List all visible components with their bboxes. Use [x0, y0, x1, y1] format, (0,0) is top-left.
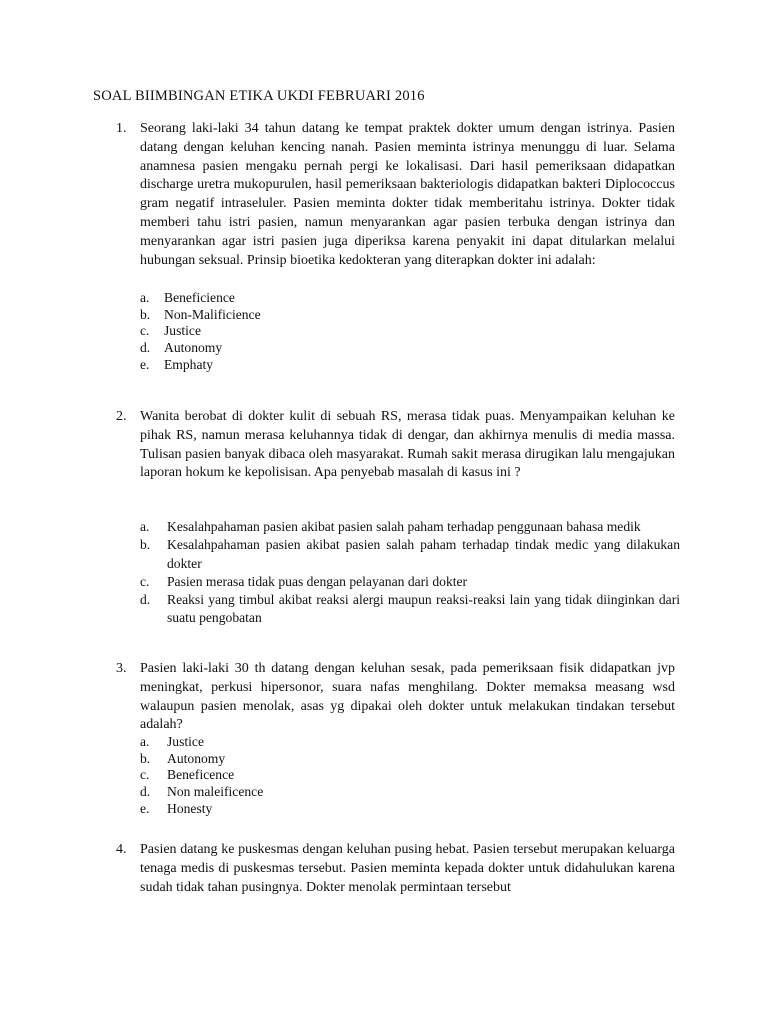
- question-text: Wanita berobat di dokter kulit di sebuah RS, merasa tidak puas. Menyampaikan keluhan ke pihak RS, namun merasa keluhannya tidak di dengar, dan akhirnya menulis di media massa. Tulisan pasien banyak dibaca oleh masyarakat. Rumah sakit merasa dirugikan lalu mengajukan laporan hokum ke kepolisisan. Apa penyebab masalah di kasus ini ?: [140, 409, 675, 481]
- option-text: Beneficience: [164, 290, 235, 305]
- option-text: Honesty: [167, 800, 213, 816]
- answer-options: [140, 518, 680, 628]
- option-letter: c.: [140, 573, 150, 589]
- option-letter: c.: [140, 767, 150, 783]
- question-number: 3.: [116, 661, 127, 676]
- question-text: Pasien datang ke puskesmas dengan keluhan pusing hebat. Pasien tersebut merupakan keluarga tenaga medis di puskesmas tersebut. Pasien meminta kepada dokter untuk didahulukan karena sudah tidak tahan pusingnya. Dokter menolak permintaan tersebut: [140, 842, 675, 895]
- option-text: Kesalahpahaman pasien akibat pasien salah paham terhadap penggunaan bahasa medik: [167, 519, 641, 534]
- option-letter: d.: [140, 340, 151, 356]
- question-text: Pasien laki-laki 30 th datang dengan keluhan sesak, pada pemeriksaan fisik didapatkan jvp meningkat, perkusi hipersonor, suara nafas menghilang. Dokter memaksa measang wsd walaupun pasien menolak, asas yg dipakai oleh dokter untuk melakukan tindakan tersebut adalah?: [140, 661, 675, 733]
- answer-option-d: [140, 591, 680, 628]
- answer-option-b: [140, 536, 680, 573]
- question-number: 4.: [116, 842, 127, 857]
- option-letter: b.: [140, 306, 151, 322]
- answer-option-b: [140, 751, 680, 768]
- question-text: Seorang laki-laki 34 tahun datang ke tempat praktek dokter umum dengan istrinya. Pasien datang dengan keluhan kencing nanah. Pasien meminta istrinya menunggu di luar. Selama anamnesa pasien mengaku pernah pergi ke lokalisasi. Dari hasil pemeriksaan didapatkan discharge uretra mukopurulen, hasil pemeriksaan bakteriologis didapatkan bakteri Diplococcus gram negatif intraseluler. Pasien meminta dokter tidak memberitahu istrinya. Dokter tidak memberi tahu istri pasien, namun menyarankan agar pasien terbuka dengan istrinya dan menyarankan agar istri pasien juga diperiksa karena penyakit ini dapat ditularkan melalui hubungan seksual. Prinsip bioetika kedokteran yang diterapkan dokter ini adalah:: [140, 121, 675, 268]
- option-text: Justice: [167, 734, 204, 749]
- option-text: Non maleificence: [167, 784, 264, 800]
- option-letter: e.: [140, 356, 150, 372]
- answer-options: [140, 290, 680, 374]
- option-text: Autonomy: [164, 340, 223, 356]
- option-letter: b.: [140, 537, 151, 553]
- answer-option-d: [140, 340, 680, 357]
- option-letter: b.: [140, 750, 151, 766]
- option-letter: e.: [140, 800, 150, 816]
- option-letter: a.: [140, 519, 150, 534]
- answer-option-c: [140, 323, 680, 340]
- option-text: Autonomy: [167, 750, 226, 766]
- answer-option-c: [140, 573, 680, 591]
- option-text: Reaksi yang timbul akibat reaksi alergi maupun reaksi-reaksi lain yang tidak diinginkan dari suatu pengobatan: [167, 592, 680, 626]
- answer-option-e: [140, 357, 680, 374]
- option-text: Non-Malificience: [164, 306, 261, 322]
- answer-options: [140, 734, 680, 818]
- option-letter: c.: [140, 323, 150, 339]
- option-letter: d.: [140, 592, 151, 608]
- option-text: Justice: [164, 323, 201, 339]
- answer-option-d: [140, 784, 680, 801]
- answer-option-a: [140, 518, 680, 536]
- option-letter: a.: [140, 734, 150, 749]
- answer-option-c: [140, 767, 680, 784]
- option-text: Emphaty: [164, 356, 214, 372]
- answer-option-b: [140, 307, 680, 324]
- option-letter: d.: [140, 784, 151, 800]
- answer-option-a: [140, 290, 680, 307]
- document-title: SOAL BIIMBINGAN ETIKA UKDI FEBRUARI 2016: [93, 88, 425, 104]
- answer-option-e: [140, 801, 680, 818]
- answer-option-a: [140, 734, 680, 751]
- option-text: Beneficence: [167, 767, 235, 783]
- option-letter: a.: [140, 290, 150, 305]
- option-text: Pasien merasa tidak puas dengan pelayanan dari dokter: [167, 573, 468, 589]
- question-number: 1.: [116, 121, 127, 136]
- option-text: Kesalahpahaman pasien akibat pasien salah paham terhadap tindak medic yang dilakukan dokter: [167, 537, 680, 571]
- question-number: 2.: [116, 409, 127, 424]
